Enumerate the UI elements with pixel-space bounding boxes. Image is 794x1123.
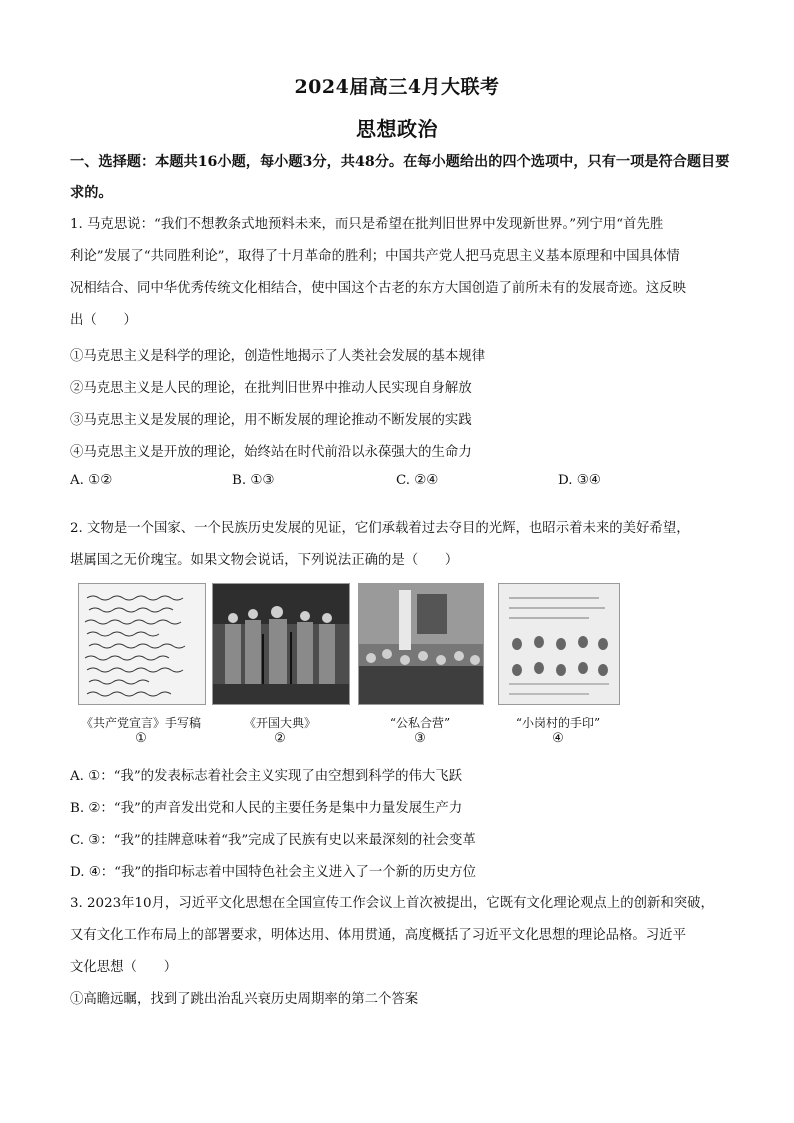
q2-line-2: 堪属国之无价瑰宝。如果文物会说话，下列说法正确的是（ ） <box>70 553 459 568</box>
q3-line-3: 文化思想（ ） <box>70 960 178 975</box>
q1-statement-1: ①马克思主义是科学的理论，创造性地揭示了人类社会发展的基本规律 <box>70 349 486 364</box>
section-instruction: 一、选择题：本题共16小题，每小题3分，共48分。在每小题给出的四个选项中，只有一项是符合题目要求的。 <box>70 154 730 201</box>
q1-statement-3: ③马克思主义是发展的理论，用不断发展的理论推动不断发展的实践 <box>70 413 472 428</box>
joint-venture-image <box>358 583 484 705</box>
fingerprints-image <box>498 583 620 705</box>
q2-option-b[interactable]: B. ②：“我”的声音发出党和人民的主要任务是集中力量发展生产力 <box>70 801 463 816</box>
figure-number: ③ <box>414 731 426 746</box>
figure-founding-ceremony <box>212 583 350 746</box>
figure-caption: 《共产党宣言》手写稿 <box>80 716 201 730</box>
figure-number: ④ <box>552 731 564 746</box>
q1-options <box>70 473 730 497</box>
figure-number: ① <box>135 731 147 746</box>
figure-caption: “公私合营” <box>389 716 451 730</box>
q1-statement-2: ②马克思主义是人民的理论，在批判旧世界中推动人民实现自身解放 <box>70 381 472 396</box>
q1-line-3: 况相结合、同中华优秀传统文化相结合，使中国这个古老的东方大国创造了前所未有的发展奇迹。这反映 <box>70 281 686 296</box>
q1-option-b[interactable]: B. ①③ <box>232 473 275 488</box>
q2-figures <box>70 583 730 753</box>
q3-line-2: 又有文化工作布局上的部署要求，明体达用、体用贯通，高度概括了习近平文化思想的理论品格。习近平 <box>70 928 686 943</box>
q1-option-c[interactable]: C. ②④ <box>396 473 439 488</box>
q1-line-4: 出（ ） <box>70 313 137 328</box>
q1-statement-4: ④马克思主义是开放的理论，始终站在时代前沿以永葆强大的生命力 <box>70 445 472 460</box>
manuscript-image <box>78 583 206 705</box>
figure-number: ② <box>274 731 286 746</box>
exam-title: 2024届高三4月大联考 <box>294 76 500 98</box>
q1-option-d[interactable]: D. ③④ <box>558 473 601 488</box>
figure-joint-venture <box>358 583 484 746</box>
q1-line-1: 1. 马克思说：“我们不想教条式地预料未来，而只是希望在批判旧世界中发现新世界。”列宁用“首先胜 <box>70 217 664 232</box>
figure-manifesto <box>78 583 206 746</box>
q2-line-1: 2. 文物是一个国家、一个民族历史发展的见证，它们承载着过去夺目的光辉，也昭示着未来的美好希望， <box>70 521 690 536</box>
figure-caption: “小岗村的手印” <box>515 716 601 730</box>
q2-option-c[interactable]: C. ③：“我”的挂牌意味着“我”完成了民族有史以来最深刻的社会变革 <box>70 833 476 848</box>
q3-statement-1: ①高瞻远瞩，找到了跳出治乱兴衰历史周期率的第二个答案 <box>70 992 419 1007</box>
q2-option-a[interactable]: A. ①：“我”的发表标志着社会主义实现了由空想到科学的伟大飞跃 <box>70 769 463 784</box>
figure-caption: 《开国大典》 <box>243 716 316 730</box>
subject-title: 思想政治 <box>356 117 438 141</box>
q3-line-1: 3. 2023年10月，习近平文化思想在全国宣传工作会议上首次被提出，它既有文化理论观点上的创新和突破， <box>70 896 714 911</box>
q1-line-2: 利论”发展了“共同胜利论”，取得了十月革命的胜利；中国共产党人把马克思主义基本原理和中国具体情 <box>70 249 680 264</box>
q2-option-d[interactable]: D. ④：“我”的指印标志着中国特色社会主义进入了一个新的历史方位 <box>70 865 477 880</box>
figure-xiaogang-fingerprints <box>498 583 620 746</box>
q1-option-a[interactable]: A. ①② <box>70 473 113 488</box>
founding-ceremony-image <box>212 583 350 705</box>
